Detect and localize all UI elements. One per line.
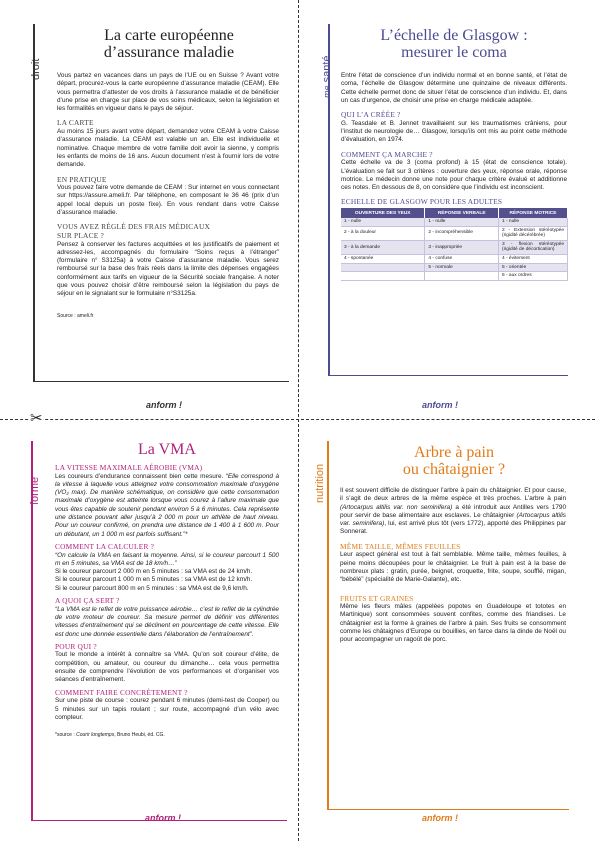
section-text: Au moins 15 jours avant votre départ, demandez votre CEAM à votre Caisse d’assurance maladie. La CEAM est valable un an. Elle est individuelle et nominative. Chaque membre de votre famille doit avoir la sienne, y compris les enfants de moins de 16 ans. Aucun document n’est à fournir lors de votre demande. <box>57 128 279 169</box>
section-text: Vous pouvez faire votre demande de CEAM : Sur internet en vous connectant sur https://assure.ameli.fr. Par téléphone, en composant le 36 46 (prix d’un appel local depuis un poste fixe). En vous rendant dans votre Caisse d’assurance maladie. <box>57 184 279 217</box>
heading-line-2: SUR PLACE ? <box>57 230 104 240</box>
table-row <box>341 255 568 264</box>
section-heading: EN PRATIQUE <box>57 174 107 184</box>
card-forme <box>31 441 287 833</box>
text-line: Si le coureur parcourt 1 000 m en 5 minutes : sa VMA est de 12 km/h. <box>55 576 253 584</box>
section-heading: LA CARTE <box>57 118 94 128</box>
title-line-1: L’échelle de Glasgow : <box>380 27 528 44</box>
section-heading: POUR QUI ? <box>55 641 97 651</box>
scissors-icon: ✂ <box>30 410 43 427</box>
table-cell: 3 - à la demande <box>341 240 425 254</box>
card-bottom-rule <box>327 809 569 810</box>
section-text: Pensez à conserver les factures acquittées et les justificatifs de paiement et adressez-les, accompagnés du formulaire “Soins reçus à l’étranger” (formulaire n° S3125a) à votre Caisse d’assurance maladie. Vous serez remboursé sur la base des frais réels dans la limite des dépenses engagées conformément aux tarifs en vigueur de la Sécurité sociale française. A noter que vous pouvez choisir d’être remboursé selon la législation du pays de séjour en le signalant sur le formulaire n°S3125a. <box>57 240 279 298</box>
table-cell: 2 - à la douleur <box>341 226 425 240</box>
table-row <box>341 218 568 226</box>
table-cell: 2 - incompréhensible <box>425 226 499 240</box>
table-cell: 4 - spontanée <box>341 255 425 264</box>
table-cell: 4 - évitement <box>499 255 568 264</box>
card-side-tag: nutrition <box>314 463 326 503</box>
table-header-row <box>341 208 568 218</box>
source-prefix: *source : <box>55 732 77 739</box>
text-latin-name: (Artocarpus altilis var. non seminifera) <box>340 503 453 511</box>
table-cell <box>341 272 425 281</box>
card-title <box>341 27 567 61</box>
source-suffix: , Bruno Heubi, éd. CG. <box>114 732 165 739</box>
section-text: Tout le monde a intérêt à connaître sa VMA. Qu’on soit coureur d’élite, de compétition, ou amateur, ou coureur du dimanche… cela vous permettra ensuite de comprendre l’évolution de vos performances et d’organiser vos séances d’entraînement. <box>55 651 279 684</box>
title-line-2: ou châtaignier ? <box>402 461 506 478</box>
footer-logo: anform ! <box>422 400 458 410</box>
section-heading: COMMENT ÇA MARCHE ? <box>341 149 433 159</box>
text-quote: “La VMA est le reflet de votre puissance aérobie… c’est le reflet de la cylindrée de votre moteur de coureur. Sa mesure permet de définir vos différentes vitesses d’entraînement qui se déclinent en pourcentage de cette vitesse. Elle est donc une donnée essentielle dans l’élaboration de l’entraînement”. <box>55 605 279 638</box>
table-cell: 4 - confuse <box>425 255 499 264</box>
card-side-tag: forme <box>29 476 41 505</box>
table-cell: 3 - inappropriée <box>425 240 499 254</box>
card-bottom-rule <box>33 381 289 382</box>
table-title: ECHELLE DE GLASGOW POUR LES ADULTES <box>341 197 503 207</box>
table-cell: 1 - nulle <box>341 218 425 226</box>
section-heading <box>57 223 279 240</box>
side-tag-label: santé <box>321 55 333 83</box>
source-title: Courir longtemps <box>76 732 115 739</box>
section-text: G. Teasdale et B. Jennet travaillaient sur les traumatismes crâniens, pour l’institut de neurologie de… Glasgow, lorsqu’ils ont mis au point cette méthode d’évaluation, en 1974. <box>341 119 567 144</box>
horizontal-cut-line <box>0 419 595 420</box>
table-cell: 5 - normale <box>425 263 499 272</box>
card-title <box>55 27 283 61</box>
card-nutrition <box>312 441 569 833</box>
card-side-tag: droit <box>30 58 42 80</box>
table-cell: 3 - flexion stéréotypée (rigidité de décortication) <box>499 240 568 254</box>
side-tag-prefix: me <box>322 85 332 98</box>
intro-text: Vous partez en vacances dans un pays de l’UE ou en Suisse ? Avant votre départ, procurez-vous la carte européenne d’assurance maladie (CEAM). Elle vous permettra d’attester de vos droits à l’assurance maladie et de bénéficier d’une prise en charge sur place de vos soins médicaux, selon la législation et les formalités en vigueur dans le pays de séjour. <box>57 72 279 113</box>
table-row <box>341 272 568 281</box>
section-text: Leur aspect général est tout à fait semblable. Même taille, mêmes feuilles, à peine moins découpées pour le châtaignier. Le fruit à pain est à la base de nombreux plats : gratin, purée, beignet, croquette, frite, soupe, soufflé, migan, “bébélé” (spécialité de Marie-Galante), etc. <box>340 551 566 584</box>
table-row <box>341 226 568 240</box>
table-header: OUVERTURE DES YEUX <box>341 208 425 218</box>
card-title <box>340 444 568 478</box>
text-line: Si le coureur parcourt 2 000 m en 5 minutes : sa VMA est de 24 km/h. <box>55 568 253 576</box>
text-quote: “Elle correspond à la vitesse à laquelle vous atteignez votre consommation maximale d’oxygène (VO₂ max). De manière schématique, on considère que cette consommation maximale d’oxygène est atteinte lorsque vous courez à l’allure maximale que vous êtes capable de soutenir pendant environ 5 à 6 minutes. Cela représente une distance pouvant aller jusqu’à 2 000 m pour un athlète de haut niveau. Pour un coureur confirmé, on prendra une distance de 1 400 à 1 600 m. Pour un débutant, un 1 000 m est parfois suffisant.”* <box>55 472 279 538</box>
table-header: RÉPONSE VERBALE <box>425 208 499 218</box>
table-row <box>341 263 568 272</box>
card-side-tag <box>321 56 333 99</box>
card-title: La VMA <box>138 441 196 458</box>
text-latin-name: (Artocarpus altilis var. seminifera) <box>340 511 566 528</box>
table-cell: 6 - aux ordres <box>499 272 568 281</box>
text-plain: Il est souvent difficile de distinguer l’arbre à pain du châtaignier. Et pour cause, il s’agit de deux arbres de la même espèce et très proches. L’arbre à pain <box>340 487 566 503</box>
source-note <box>55 732 279 738</box>
section-text <box>55 552 279 593</box>
source-note: Source : ameli.fr <box>57 312 94 319</box>
footer-logo: anform ! <box>145 813 181 823</box>
card-side-bar <box>327 441 329 809</box>
card-bottom-rule <box>328 375 568 376</box>
card-droit <box>30 24 287 410</box>
text-line: Si le coureur parcourt 800 m en 5 minutes : sa VMA est de 9,6 km/h. <box>55 584 249 592</box>
table-header: RÉPONSE MOTRICE <box>499 208 568 218</box>
section-heading: LA VITESSE MAXIMALE AÉROBIE (VMA) <box>55 463 203 472</box>
table-cell <box>341 263 425 272</box>
title-line-2: mesurer le coma <box>401 44 507 61</box>
section-text: Sur une piste de course : courez pendant 6 minutes (demi-test de Cooper) ou 5 minutes sur un tapis roulant ; sur route, accompagné d’un vélo avec compteur. <box>55 697 279 721</box>
footer-logo: anform ! <box>146 400 182 410</box>
text-plain: , lui, est arrivé plus tôt (vers 1772), apporté des Philippines par Sonnerat. <box>340 520 566 536</box>
table-cell: 1 - nulle <box>499 218 568 226</box>
title-line-2: d’assurance maladie <box>103 44 235 61</box>
text-plain: Les coureurs d’endurance connaissent bien cette mesure. <box>55 472 226 480</box>
footer-logo: anform ! <box>422 813 458 823</box>
vertical-cut-line <box>298 0 299 841</box>
section-heading: A QUOI ÇA SERT ? <box>55 596 120 606</box>
section-heading: QUI L’A CRÉÉE ? <box>341 110 401 120</box>
section-text: Même les fleurs mâles (appelées popotes en Guadeloupe et tototes en Martinique) sont consommées souvent confites, comme des friandises. Le châtaignier est la forme à graines de l’arbre à pain. Ses fruits se consomment comme les châtaignes d’Europe ou bouillies, en farce dans la dinde de Noël ou pour accompagner un ragoût de porc. <box>340 603 566 644</box>
title-line-1: La carte européenne <box>104 27 234 44</box>
table-cell: 2 - Extension stéréotypée (rigidité décérébrée) <box>499 226 568 240</box>
section-text <box>55 606 279 639</box>
table-cell: 5 - orientée <box>499 263 568 272</box>
section-text: Cette échelle va de 3 (coma profond) à 15 (état de conscience totale). L’évaluation se fait sur 3 critères : ouverture des yeux, réponse orale, réponse motrice. Le médecin donne une note pour chaque critère évalué et additionne ces notes. En dessous de 8, on considère que l’individu est inconscient. <box>341 159 567 192</box>
table-cell: 1 - nulle <box>425 218 499 226</box>
glasgow-table <box>341 208 568 281</box>
section-heading: MÊME TAILLE, MÊMES FEUILLES <box>340 541 461 551</box>
section-text <box>55 473 279 539</box>
section-heading: COMMENT LA CALCULER ? <box>55 541 155 551</box>
text-quote: “On calcule la VMA en faisant la moyenne. Ainsi, si le coureur parcourt 1 500 m en 5 minutes, sa VMA est de 18 km/h…” <box>55 551 279 567</box>
section-text <box>340 487 566 537</box>
section-heading: COMMENT FAIRE CONCRÈTEMENT ? <box>55 687 188 697</box>
intro-text: Entre l’état de conscience d’un individu normal et en bonne santé, et l’état de coma, l’échelle de Glasgow détermine une quinzaine de niveaux différents. Cette échelle permet donc de situer l’état de conscience d’un individu. Et, dans un cas d’urgence, de choisir une prise en charge médicale adaptée. <box>341 72 567 104</box>
table-row <box>341 240 568 254</box>
section-heading: FRUITS ET GRAINES <box>340 593 414 603</box>
table-cell <box>425 272 499 281</box>
title-line-1: Arbre à pain <box>414 444 494 461</box>
text-plain: a été introduit aux Antilles vers 1790 pour servir de base alimentaire aux esclaves. Le châtaignier <box>340 503 566 519</box>
card-sante <box>311 24 569 410</box>
heading-line-1: VOUS AVEZ RÉGLÉ DES FRAIS MÉDICAUX <box>57 222 211 232</box>
